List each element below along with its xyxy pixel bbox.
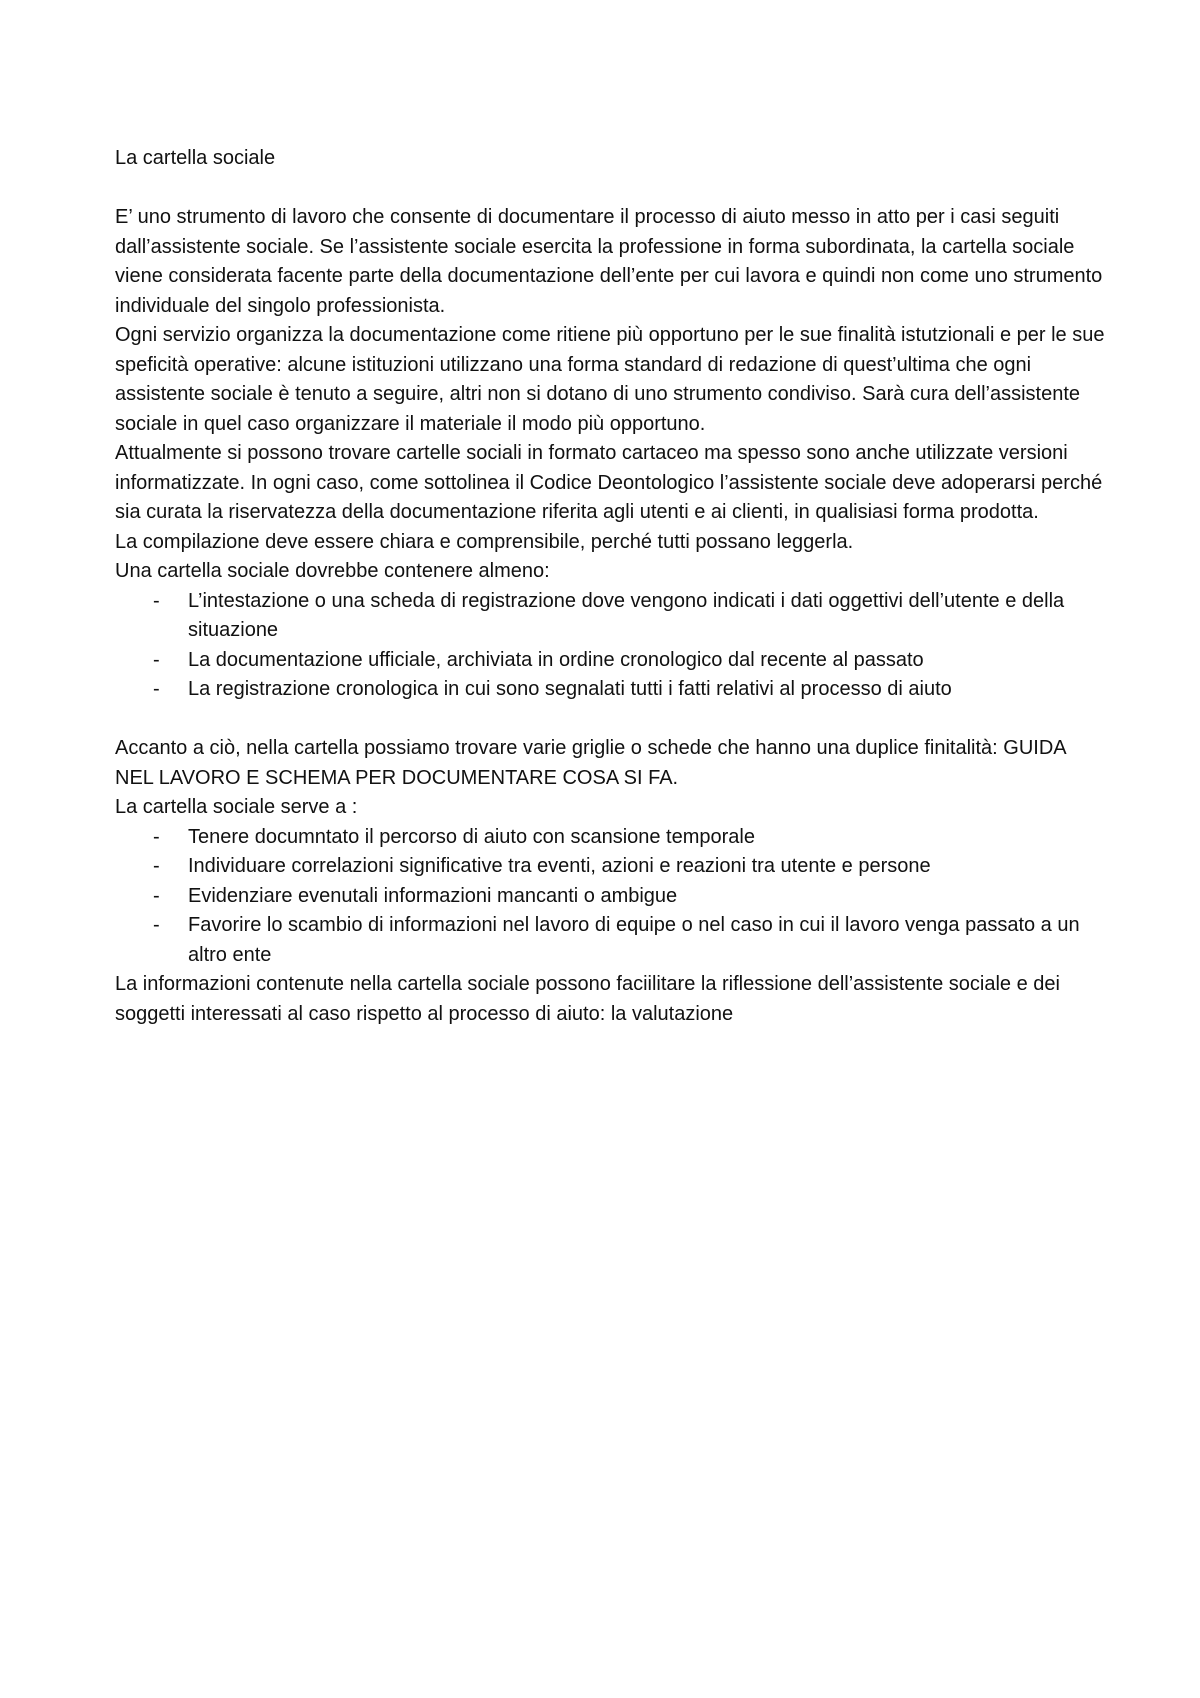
paragraph-compilation: La compilazione deve essere chiara e comprensibile, perché tutti possano leggerla. [115, 530, 854, 553]
paragraph-organization: Ogni servizio organizza la documentazione come ritiene più opportuno per le sue finalità istutzionali e per le sue speficità operative: alcune istituzioni utilizzano una forma standard di redazione di quest’ultima che ogni assistente sociale è tenuto a seguire, altri non si dotano di uno strumento condiviso. Sarà cura dell’assistente sociale in quel caso organizzare il materiale il modo più opportuno. [115, 324, 1105, 435]
list-item-text: Individuare correlazioni significative tra eventi, azioni e reazioni tra utente e persone [188, 855, 931, 877]
paragraph-reflection: La informazioni contenute nella cartella sociale possono faciilitare la riflessione dell’assistente sociale e dei soggetti interessati al caso rispetto al processo di aiuto: la valutazione [115, 973, 1060, 1025]
paragraph-contents-intro: Una cartella sociale dovrebbe contenere almeno: [115, 560, 550, 582]
document-title: La cartella sociale [115, 147, 276, 169]
paragraph-grids: Accanto a ciò, nella cartella possiamo trovare varie griglie o schede che hanno una duplice finitalità: GUIDA NEL LAVORO E SCHEMA PER DOCUMENTARE COSA SI FA. [115, 737, 1066, 789]
list-dash: - [153, 855, 160, 877]
list-item-text: La registrazione cronologica in cui sono segnalati tutti i fatti relativi al processo di aiuto [188, 678, 952, 700]
list-item-text: Evidenziare evenutali informazioni mancanti o ambigue [188, 884, 678, 907]
list-dash: - [153, 678, 160, 700]
list-dash: - [153, 914, 160, 936]
paragraph-purpose-intro: La cartella sociale serve a : [115, 796, 358, 818]
list-item [115, 646, 1105, 676]
list-item [115, 852, 1105, 882]
document-body [115, 144, 1105, 1029]
contents-list [115, 587, 1105, 705]
list-item-text: Tenere documntato il percorso di aiuto con scansione temporale [188, 825, 755, 848]
list-item [115, 823, 1105, 853]
list-item [115, 587, 1105, 646]
list-dash: - [153, 884, 160, 907]
list-item-text: La documentazione ufficiale, archiviata in ordine cronologico dal recente al passato [188, 648, 924, 671]
list-item [115, 911, 1105, 970]
list-dash: - [153, 825, 160, 848]
list-item-text: Favorire lo scambio di informazioni nel lavoro di equipe o nel caso in cui il lavoro venga passato a un altro ente [188, 914, 1080, 966]
paragraph-definition: E’ uno strumento di lavoro che consente di documentare il processo di aiuto messo in atto per i casi seguiti dall’assistente sociale. Se l’assistente sociale esercita la professione in forma subordinata, la cartella sociale viene considerata facente parte della documentazione dell’ente per cui lavora e quindi non come uno strumento individuale del singolo professionista. [115, 206, 1103, 317]
list-dash: - [153, 589, 160, 612]
paragraph-formats: Attualmente si possono trovare cartelle sociali in formato cartaceo ma spesso sono anche utilizzate versioni informatizzate. In ogni caso, come sottolinea il Codice Deontologico l’assistente sociale deve adoperarsi perché sia curata la riservatezza della documentazione riferita agli utenti e ai clienti, in qualisiasi forma prodotta. [115, 442, 1103, 523]
paragraph-spacer [115, 705, 1105, 735]
list-item [115, 882, 1105, 912]
list-item-text: L’intestazione o una scheda di registrazione dove vengono indicati i dati oggettivi dell’utente e della situazione [188, 589, 1065, 641]
list-item [115, 675, 1105, 705]
purpose-list [115, 823, 1105, 971]
list-dash: - [153, 648, 160, 671]
